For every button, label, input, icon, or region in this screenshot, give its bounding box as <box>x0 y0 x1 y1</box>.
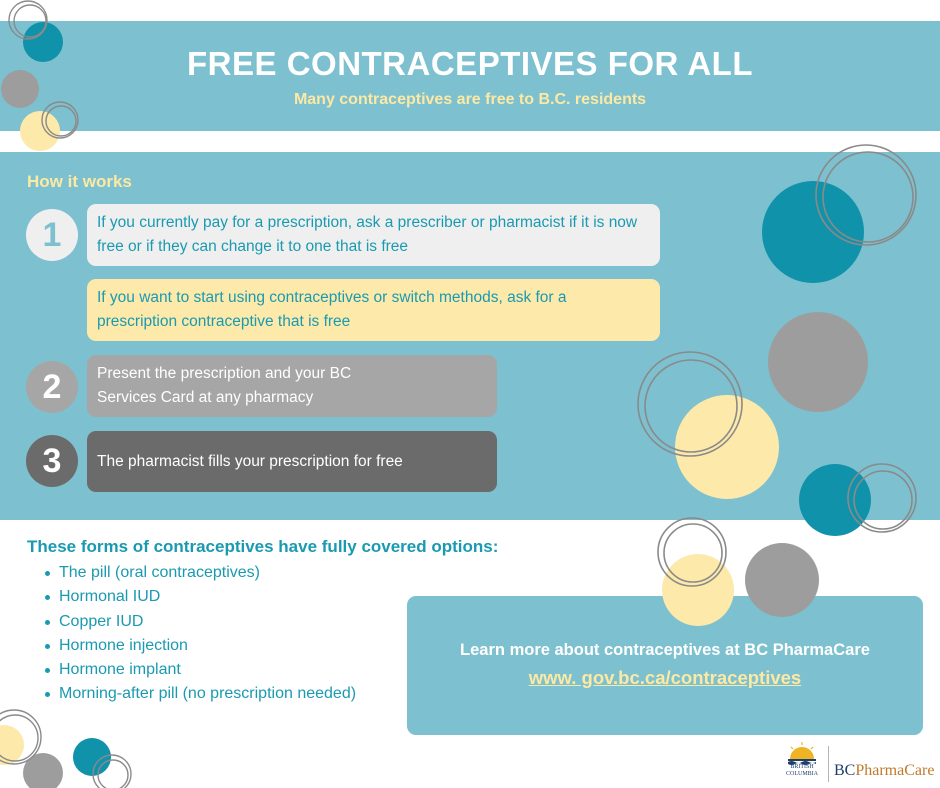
step-1-alt-box <box>87 279 660 341</box>
decorative-circle-cluster-bottom-left <box>0 710 131 788</box>
step-1-number: 1 <box>26 209 78 261</box>
list-item: Copper IUD <box>27 610 356 634</box>
page-subtitle: Many contraceptives are free to B.C. residents <box>293 91 647 108</box>
covered-forms-list <box>27 561 356 707</box>
pharmacare-logo-bc: BC <box>834 762 856 779</box>
step-1-alt-text: If you want to start using contraceptives or switch methods, ask for a prescription contraceptive that is free <box>97 289 567 330</box>
how-it-works-heading: How it works <box>27 172 132 191</box>
list-item: Morning-after pill (no prescription needed) <box>27 682 356 706</box>
covered-forms-heading: These forms of contraceptives have fully covered options: <box>27 537 499 556</box>
step-1-box <box>87 204 660 266</box>
step-3-box <box>87 431 497 492</box>
step-2-number: 2 <box>26 361 78 413</box>
list-item: Hormone implant <box>27 658 356 682</box>
british-columbia-logo-text <box>781 764 823 778</box>
step-1-text: If you currently pay for a prescription, ask a prescriber or pharmacist if it is now free or if they can change it to one that is free <box>97 214 638 255</box>
list-item: The pill (oral contraceptives) <box>27 561 356 585</box>
list-item: Hormone injection <box>27 634 356 658</box>
page-title: FREE CONTRACEPTIVES FOR ALL <box>187 45 753 82</box>
logo-divider <box>828 746 829 782</box>
step-3-number: 3 <box>26 435 78 487</box>
bc-logo-text-line-2: COLUMBIA <box>785 771 818 777</box>
list-item: Hormonal IUD <box>27 585 356 609</box>
learn-more-text: Learn more about contraceptives at BC PharmaCare <box>460 641 870 659</box>
pharmacare-logo-name: PharmaCare <box>855 762 935 779</box>
learn-more-box <box>407 596 923 735</box>
step-3-text: The pharmacist fills your prescription for free <box>97 452 403 470</box>
bc-logo-text-line-1: BRITISH <box>790 764 814 770</box>
step-2-text: Present the prescription and your BC Services Card at any pharmacy <box>97 365 352 406</box>
step-2-box <box>87 355 497 417</box>
bc-pharmacare-logo <box>834 762 934 780</box>
contraceptives-link[interactable]: www. gov.bc.ca/contraceptives <box>528 667 802 688</box>
